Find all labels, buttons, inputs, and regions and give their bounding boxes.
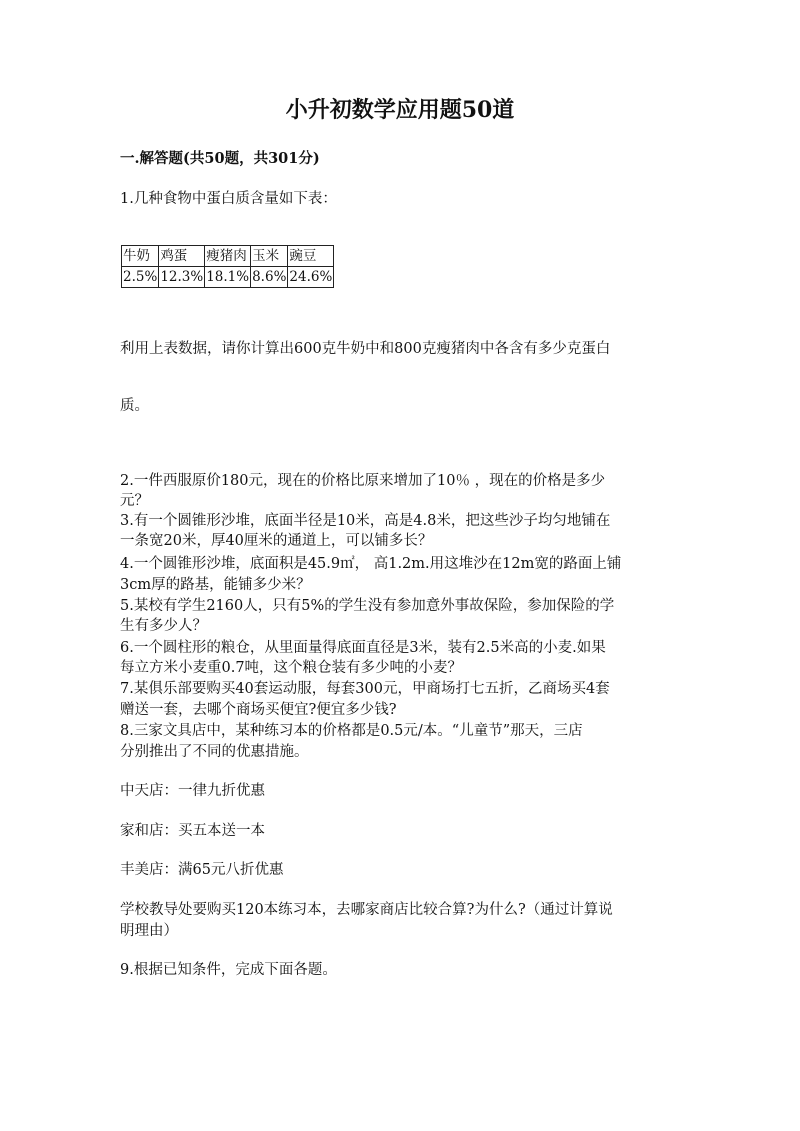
- table-cell: 18.1%: [205, 267, 251, 288]
- store-offer: 家和店：买五本送一本: [120, 823, 265, 839]
- question-8-text: 明理由）: [120, 923, 178, 939]
- section-heading: 一.解答题(共50题，共301分): [120, 150, 320, 167]
- store-offer: 丰美店：满65元八折优惠: [120, 862, 284, 878]
- table-row: [122, 267, 334, 288]
- protein-table: [121, 245, 334, 288]
- table-cell: 12.3%: [159, 267, 205, 288]
- question-line: 每立方米小麦重0.7吨，这个粮仓装有多少吨的小麦？: [120, 660, 463, 676]
- question-line: 6.一个圆柱形的粮仓，从里面量得底面直径是3米，装有2.5米高的小麦.如果: [120, 640, 606, 656]
- question-line: 5.某校有学生2160人，只有5%的学生没有参加意外事故保险，参加保险的学: [120, 598, 615, 614]
- question-line: 赠送一套，去哪个商场买便宜?便宜多少钱?: [120, 702, 397, 718]
- question-line: 一条宽20米，厚40厘米的通道上，可以铺多长？: [120, 533, 433, 549]
- table-header-row: [122, 246, 334, 267]
- table-header-cell: 牛奶: [122, 246, 159, 267]
- question-line: 2.一件西服原价180元，现在的价格比原来增加了10％ ，现在的价格是多少: [120, 473, 606, 489]
- table-cell: 2.5%: [122, 267, 159, 288]
- question-line: 4.一个圆锥形沙堆，底面积是45.9㎡， 高1.2m.用这堆沙在12m宽的路面上铺: [120, 556, 622, 572]
- question-line: 元？: [120, 493, 149, 509]
- question-1-intro: 1.几种食物中蛋白质含量如下表：: [120, 191, 337, 207]
- table-header-cell: 瘦猪肉: [205, 246, 251, 267]
- question-1-text: 质。: [120, 398, 149, 414]
- question-line: 生有多少人？: [120, 618, 207, 634]
- question-1-text: 利用上表数据，请你计算出600克牛奶中和800克瘦猪肉中各含有多少克蛋白: [120, 341, 611, 357]
- page-title: 小升初数学应用题50道: [285, 97, 515, 123]
- table-header-cell: 玉米: [251, 246, 288, 267]
- question-line: 3cm厚的路基，能铺多少米？: [120, 577, 311, 593]
- question-line: 3.有一个圆锥形沙堆，底面半径是10米，高是4.8米，把这些沙子均匀地铺在: [120, 513, 611, 529]
- question-line: 7.某俱乐部要购买40套运动服，每套300元，甲商场打七五折，乙商场买4套: [120, 681, 610, 697]
- question-9-text: 9.根据已知条件，完成下面各题。: [120, 962, 337, 978]
- store-offer: 中天店：一律九折优惠: [120, 783, 265, 799]
- table-header-cell: 鸡蛋: [159, 246, 205, 267]
- table-cell: 24.6%: [288, 267, 334, 288]
- question-line: 8.三家文具店中，某种练习本的价格都是0.5元/本。“儿童节”那天，三店: [120, 723, 583, 739]
- question-line: 分别推出了不同的优惠措施。: [120, 744, 309, 760]
- table-header-cell: 豌豆: [288, 246, 334, 267]
- table-cell: 8.6%: [251, 267, 288, 288]
- question-8-text: 学校教导处要购买120本练习本，去哪家商店比较合算?为什么?（通过计算说: [120, 902, 613, 918]
